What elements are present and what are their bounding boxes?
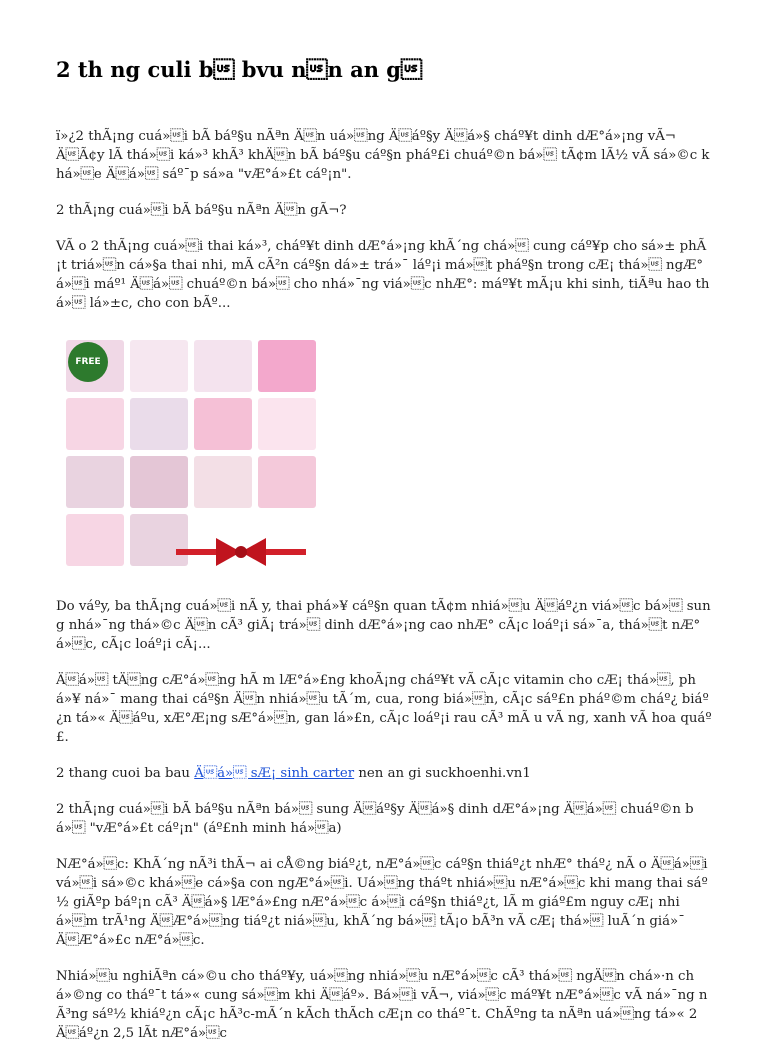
shoes-icon (66, 514, 124, 566)
carter-link[interactable]: Ä á» sÆ¡ sinh carter (194, 766, 355, 781)
baby-clothes-icon (130, 340, 188, 392)
baby-clothes-icon (130, 398, 188, 450)
paragraph-nutrition: VÃ o 2 thÃ¡ng cuá» i thai ká»³, cháº¥t dinh dÆ°á»¡ng khÃ´ng chá» cung cáº¥p cho sá»± phÃ¡t triá» n cá»§a thai nhi, mÃ cÃ²n cáº§n dá»± trá»¯ láº¡i má» t pháº§n trong cÆ¡ thá» ngÆ°á» i máº¹ Ä á» chuáº©n bá» cho nhá»¯ng viá» c nhÆ°: máº¥t mÃ¡u khi sinh, tiÃªu hao thá» lá»±c, cho con bÃº... (56, 239, 710, 311)
page-title: 2 th ng culi b bvu n n an g (56, 57, 422, 82)
basket-icon (258, 340, 316, 392)
blanket-icon (258, 456, 316, 508)
gift-bow-icon (176, 532, 306, 572)
paragraph-intro: ï»¿2 thÃ¡ng cuá» i bÃ báº§u nÃªn Ä n uá» ng Ä áº§y Ä á»§ cháº¥t dinh dÆ°á»¡ng vÃ¬ Ä Ã¢y lÃ thá» i ká»³ khÃ³ khÄ n bÃ báº§u cáº§n pháº£i chuáº©n bá» tÃ¢m lÃ½ vÃ sá»©c khá» e Ä á» sáº¯p sá»a "vÆ°á»£t cáº¡n". (56, 129, 710, 182)
baby-products-image (56, 330, 316, 580)
blanket-icon (130, 456, 188, 508)
paragraph-question: 2 thÃ¡ng cuá» i bÃ báº§u nÃªn Ä n gÃ¬? (56, 203, 347, 218)
link-prefix: 2 thang cuoi ba bau (56, 766, 195, 781)
paragraph-minerals: Ä á» tÄ ng cÆ°á» ng hÃ m lÆ°á»£ng khoÃ¡ng cháº¥t vÃ cÃ¡c vitamin cho cÆ¡ thá» , phá»¥ ná»¯ mang thai cáº§n Ä n nhiá» u tÃ´m, cua, rong biá» n, cÃ¡c sáº£n pháº©m cháº¿ biáº¿n tá»« Ä áºu, xÆ°Æ¡ng sÆ°á» n, gan lá»£n, cÃ¡c loáº¡i rau cÃ³ mÃ u vÃ ng, xanh vÃ hoa quáº£. (56, 673, 712, 745)
link-suffix: nen an gi suckhoenhi.vn1 (354, 766, 531, 781)
socks-icon (66, 456, 124, 508)
bottle-icon (258, 398, 316, 450)
paragraph-third-trimester: Do váºy, ba thÃ¡ng cuá» i nÃ y, thai phá»¥ cáº§n quan tÃ¢m nhiá» u Ä áº¿n viá» c bá» sung nhá»¯ng thá»©c Ä n cÃ³ giÃ¡ trá» dinh dÆ°á»¡ng cao nhÆ° cÃ¡c loáº¡i sá»¯a, thá» t nÆ°á» c, cÃ¡c loáº¡i cÃ¡... (56, 599, 711, 652)
baby-clothes-icon (66, 398, 124, 450)
paragraph-caption: 2 thÃ¡ng cuá» i bÃ báº§u nÃªn bá» sung Ä áº§y Ä á»§ dinh dÆ°á»¡ng Ä á» chuáº©n bá» "vÆ°á»£t cáº¡n" (áº£nh minh há» a) (56, 802, 694, 836)
paragraph-research: Nhiá» u nghiÃªn cá»©u cho tháº¥y, uá» ng nhiá» u nÆ°á» c cÃ³ thá» ngÄ n chá»·n chá»©ng co tháº¯t tá»« cung sá» m khi Ä áº». Bá» i vÃ¬, viá» c máº¥t nÆ°á» c vÃ ná»¯ng nÃ³ng sáº½ khiáº¿n cÃ¡c hÃ³c-mÃ´n kÃch thÃch cÆ¡n co tháº¯t. ChÃºng ta nÃªn uá» ng tá»« 2 Ä áº¿n 2,5 lÃt nÆ°á» c (56, 969, 708, 1041)
bottle-icon (194, 398, 252, 450)
baby-clothes-icon (194, 340, 252, 392)
paragraph-link-line (56, 764, 712, 783)
paragraph-water: NÆ°á» c: KhÃ´ng nÃ³i thÃ¬ ai cÅ©ng biáº¿t, nÆ°á» c cáº§n thiáº¿t nhÆ° tháº¿ nÃ o Ä á» i vá» i sá»©c khá» e cá»§a con ngÆ°á» i. Uá» ng tháºt nhiá» u nÆ°á» c khi mang thai sáº½ giÃºp báº¡n cÃ³ Ä á»§ lÆ°á»£ng nÆ°á» c á» i cáº§n thiáº¿t, lÃ m giáº£m nguy cÆ¡ nhiá» m trÃ¹ng Ä Æ°á» ng tiáº¿t niá» u, khÃ´ng bá» tÃ¡o bÃ³n vÃ cÆ¡ thá» luÃ´n giá»¯ Ä Æ°á»£c nÆ°á» c. (56, 857, 708, 948)
towel-icon (194, 456, 252, 508)
free-shipping-badge: FREE (68, 342, 108, 382)
